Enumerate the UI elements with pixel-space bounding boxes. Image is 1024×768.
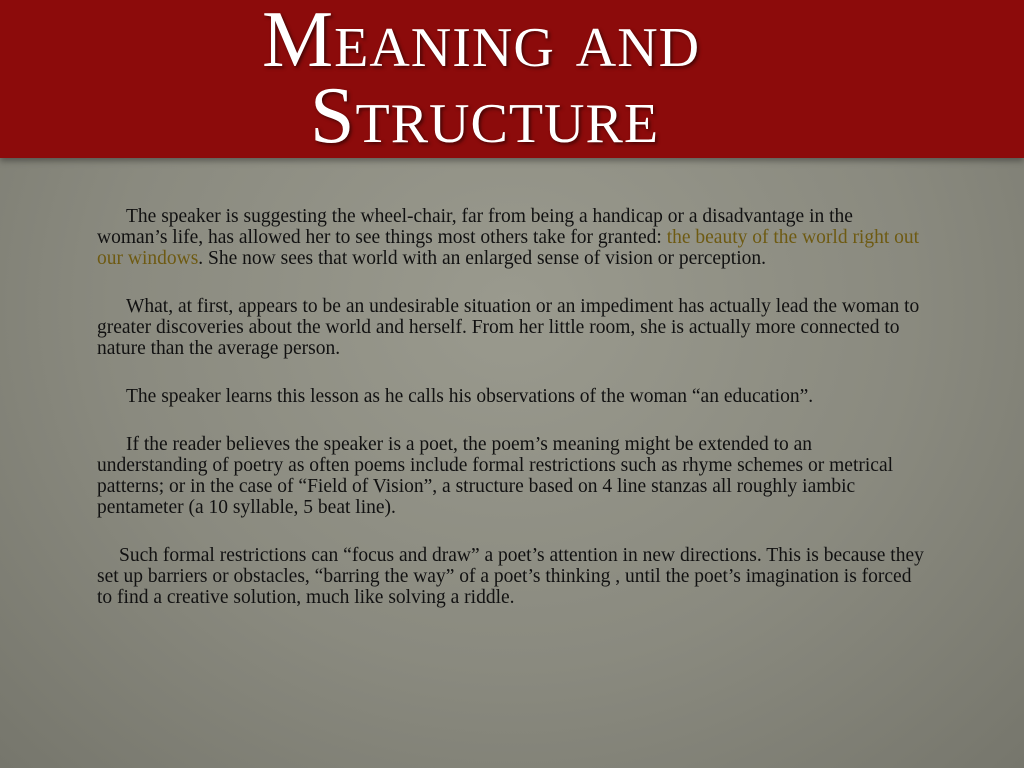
slide-body [97, 206, 927, 635]
title-line-2: Structure [310, 72, 660, 160]
slide-title [262, 0, 822, 160]
title-bar [0, 0, 1024, 158]
title-line-1: Meaning and [262, 0, 701, 84]
paragraph-3: The speaker learns this lesson as he calls his observations of the woman “an education”. [126, 386, 814, 407]
paragraph-2: What, at first, appears to be an undesirable situation or an impediment has actually lead the woman to greater discoveries about the world and herself. From her little room, she is actually more connected to nature than the average person. [97, 296, 920, 359]
paragraph-4: If the reader believes the speaker is a poet, the poem’s meaning might be extended to an understanding of poetry as often poems include formal restrictions such as rhyme schemes or metrical patterns; or in the case of “Field of Vision”, a structure based on 4 line stanzas all roughly iambic pentameter (a 10 syllable, 5 beat line). [97, 434, 894, 518]
paragraph-5: Such formal restrictions can “focus and draw” a poet’s attention in new directions. This is because they set up barriers or obstacles, “barring the way” of a poet’s thinking , until the poet’s imagination is forced to find a creative solution, much like solving a riddle. [97, 545, 924, 608]
paragraph-1-text-start: The speaker is suggesting the wheel-chair, far from being a handicap or a disadvantage in the woman’s life, has allowed her to see things most others take for granted: [97, 206, 853, 248]
paragraph-1 [97, 206, 927, 269]
highlighted-phrase: the beauty of the world right out our windows [97, 227, 920, 269]
paragraph-1-text-end: . She now sees that world with an enlarged sense of vision or perception. [198, 248, 767, 269]
